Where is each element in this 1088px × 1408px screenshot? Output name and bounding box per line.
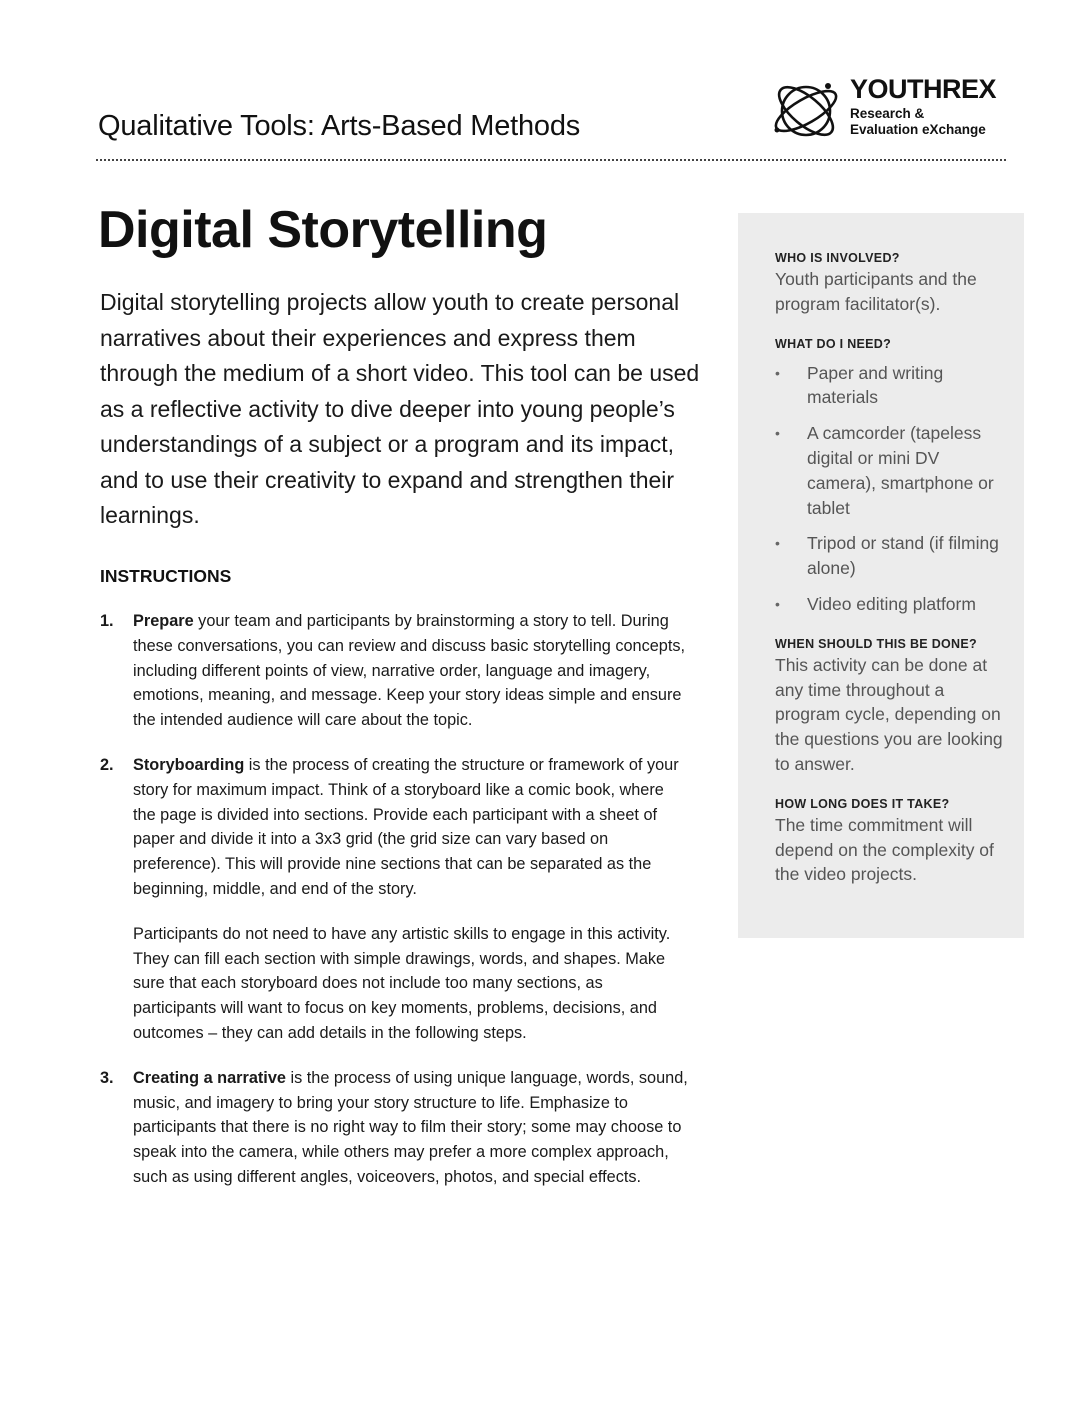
step-text-continued: Participants do not need to have any artistic skills to engage in this activity. They can fill each section with simple drawings, words, and shapes. Make sure that each storyboard does not include too many sections, as participants will want to focus on key moments, problems, decisions, and outcomes – they can add details in the following steps. (133, 924, 671, 1042)
logo-subtitle (850, 106, 986, 138)
instruction-step-3 (100, 1066, 690, 1190)
step-body: your team and participants by brainstorming a story to tell. During these conversations, you can review and discuss basic storytelling concepts, including different points of view, narrative order, language and imagery, emotions, meaning, and message. Keep your story ideas simple and ensure the intended audience will care about the topic. (133, 612, 686, 730)
list-item (775, 361, 1005, 411)
who-section (775, 251, 1005, 317)
series-title: Qualitative Tools: Arts-Based Methods (98, 110, 581, 142)
bullet-icon: • (775, 535, 780, 552)
logo-subtitle-line2: Evaluation eXchange (850, 122, 986, 137)
when-answer: This activity can be done at any time throughout a program cycle, depending on the questions you are looking to answer. (775, 654, 1003, 774)
instructions-heading: INSTRUCTIONS (100, 566, 232, 586)
logo-subtitle-line1: Research & (850, 106, 925, 121)
step-lead: Prepare (133, 612, 194, 630)
sidebar-content (775, 251, 1005, 887)
step-number: 2. (100, 755, 114, 774)
when-section (775, 637, 1005, 777)
step-number: 1. (100, 612, 114, 630)
instruction-step-1 (100, 609, 690, 733)
need-section (775, 337, 1005, 617)
list-item (775, 531, 1005, 581)
bullet-icon: • (775, 595, 780, 612)
header-divider (96, 159, 1006, 161)
page-title: Digital Storytelling (98, 201, 548, 259)
how-long-section (775, 797, 1005, 887)
step-number: 3. (100, 1068, 114, 1087)
need-list (775, 361, 1005, 617)
orbit-logo-icon (768, 72, 844, 148)
who-answer: Youth participants and the program facilitator(s). (775, 269, 977, 314)
bullet-icon: • (775, 425, 780, 442)
how-long-heading: HOW LONG DOES IT TAKE? (775, 796, 950, 811)
intro-paragraph: Digital storytelling projects allow youth to create personal narratives about their experiences and express them through the medium of a short video. This tool can be used as a reflective activity to dive deeper into young people’s understandings of a subject or a program and its impact, and to use their creativity to expand and strengthen their learnings. (100, 289, 700, 528)
youthrex-logo (768, 72, 1008, 148)
who-heading: WHO IS INVOLVED? (775, 251, 900, 265)
step-lead: Creating a narrative (133, 1068, 286, 1087)
list-item-text: Video editing platform (807, 593, 976, 614)
sidebar-info-box (738, 213, 1024, 938)
list-item-text: Tripod or stand (if filming alone) (807, 533, 999, 579)
step-body: is the process of creating the structure or framework of your story for maximum impact. Think of a storyboard like a comic book, where the page is divided into sections. Provide each participant with a sheet of paper and divide it into a 3x3 grid (the grid size can vary based on preference). This will provide nine sections that can be separated as the beginning, middle, and end of the story. (133, 755, 679, 898)
step-text (133, 609, 690, 733)
step-text (133, 1066, 690, 1190)
list-item (775, 592, 1005, 617)
bullet-icon: • (775, 364, 780, 381)
list-item (775, 421, 1005, 520)
step-body: is the process of using unique language, words, sound, music, and imagery to bring your story structure to life. Emphasize to participants that there is no right way to film their story; some may choose to speak into the camera, while others may prefer a more complex approach, such as using different angles, voiceovers, photos, and special effects. (133, 1068, 688, 1186)
instructions-list (100, 609, 690, 1190)
need-heading: WHAT DO I NEED? (775, 336, 892, 351)
logo-name: YOUTHREX (850, 74, 997, 104)
list-item-text: A camcorder (tapeless digital or mini DV camera), smartphone or tablet (807, 423, 994, 518)
step-text (133, 753, 690, 902)
how-long-answer: The time commitment will depend on the complexity of the video projects. (775, 814, 994, 885)
list-item-text: Paper and writing materials (807, 362, 944, 408)
when-heading: WHEN SHOULD THIS BE DONE? (775, 636, 977, 651)
instruction-step-2 (100, 753, 690, 1046)
step-lead: Storyboarding (133, 755, 245, 774)
